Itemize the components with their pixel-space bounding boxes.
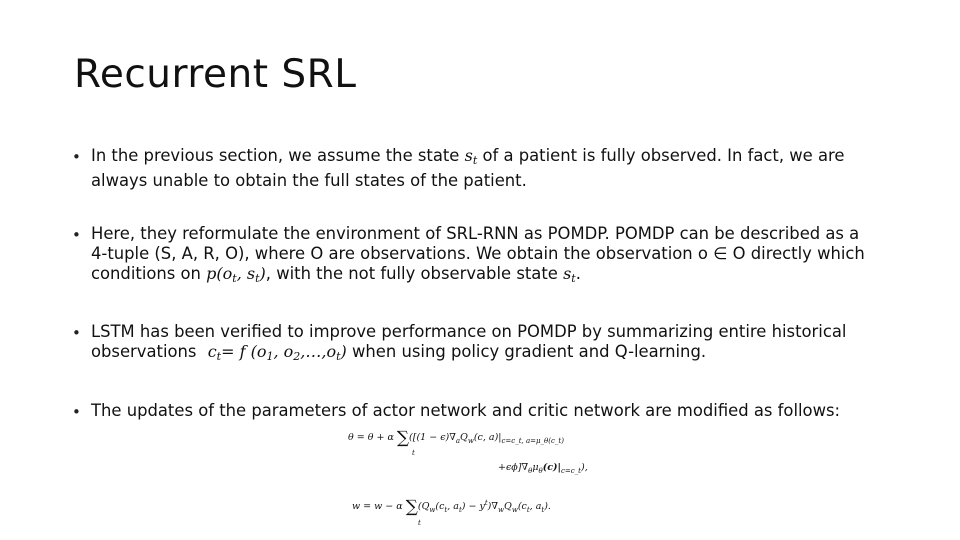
equation-critic-update: w = w − α $\sum(Q_w(c_t$, $a_t) - y^t)\nabla_wQ_w(c_t$, $a_t$). (352, 497, 551, 517)
bullet-dot: • (72, 324, 81, 342)
bullet-line: conditions on $p(o_t$, $s_t$), with the not fully observable state $s_t$. (91, 264, 581, 285)
bullet-dot: • (72, 403, 81, 421)
bullet-line: always unable to obtain the full states of the patient. (91, 171, 527, 190)
bullet-line: The updates of the parameters of actor network and critic network are modified as follows: (91, 401, 841, 420)
bullet-line: Here, they reformulate the environment of SRL-RNN as POMDP. POMDP can be described as a (91, 224, 860, 243)
sum-index: t (418, 519, 421, 527)
equation-actor-update-line1: θ = θ + α $\sum([(1 - \epsilon)\nabla_aQ_w(c$, $a)|_{c=c\_t, a=\mu\_\theta(c\_t)}$ (348, 428, 564, 448)
bullet-line: 4-tuple (S, A, R, O), where O are observations. We obtain the observation o ∈ O directly which (91, 244, 865, 263)
bullet-dot: • (72, 148, 81, 166)
equation-actor-update-line2: $+\epsilon\phi]\nabla_\theta\mu_\theta(c)|_{c=c\_t}$), (498, 462, 588, 475)
bullet-line: observations $c_t= f$ ($o_1$, $o_2,\dots,o_t$) when using policy gradient and Q-learning. (91, 342, 707, 363)
slide-title: Recurrent SRL (74, 52, 357, 97)
bullet-line: LSTM has been verified to improve performance on POMDP by summarizing entire historical (91, 322, 847, 341)
sum-index: t (412, 449, 415, 457)
bullet-line: In the previous section, we assume the state $s_t$ of a patient is fully observed. In fact, we are (91, 146, 845, 167)
bullet-dot: • (72, 226, 81, 244)
